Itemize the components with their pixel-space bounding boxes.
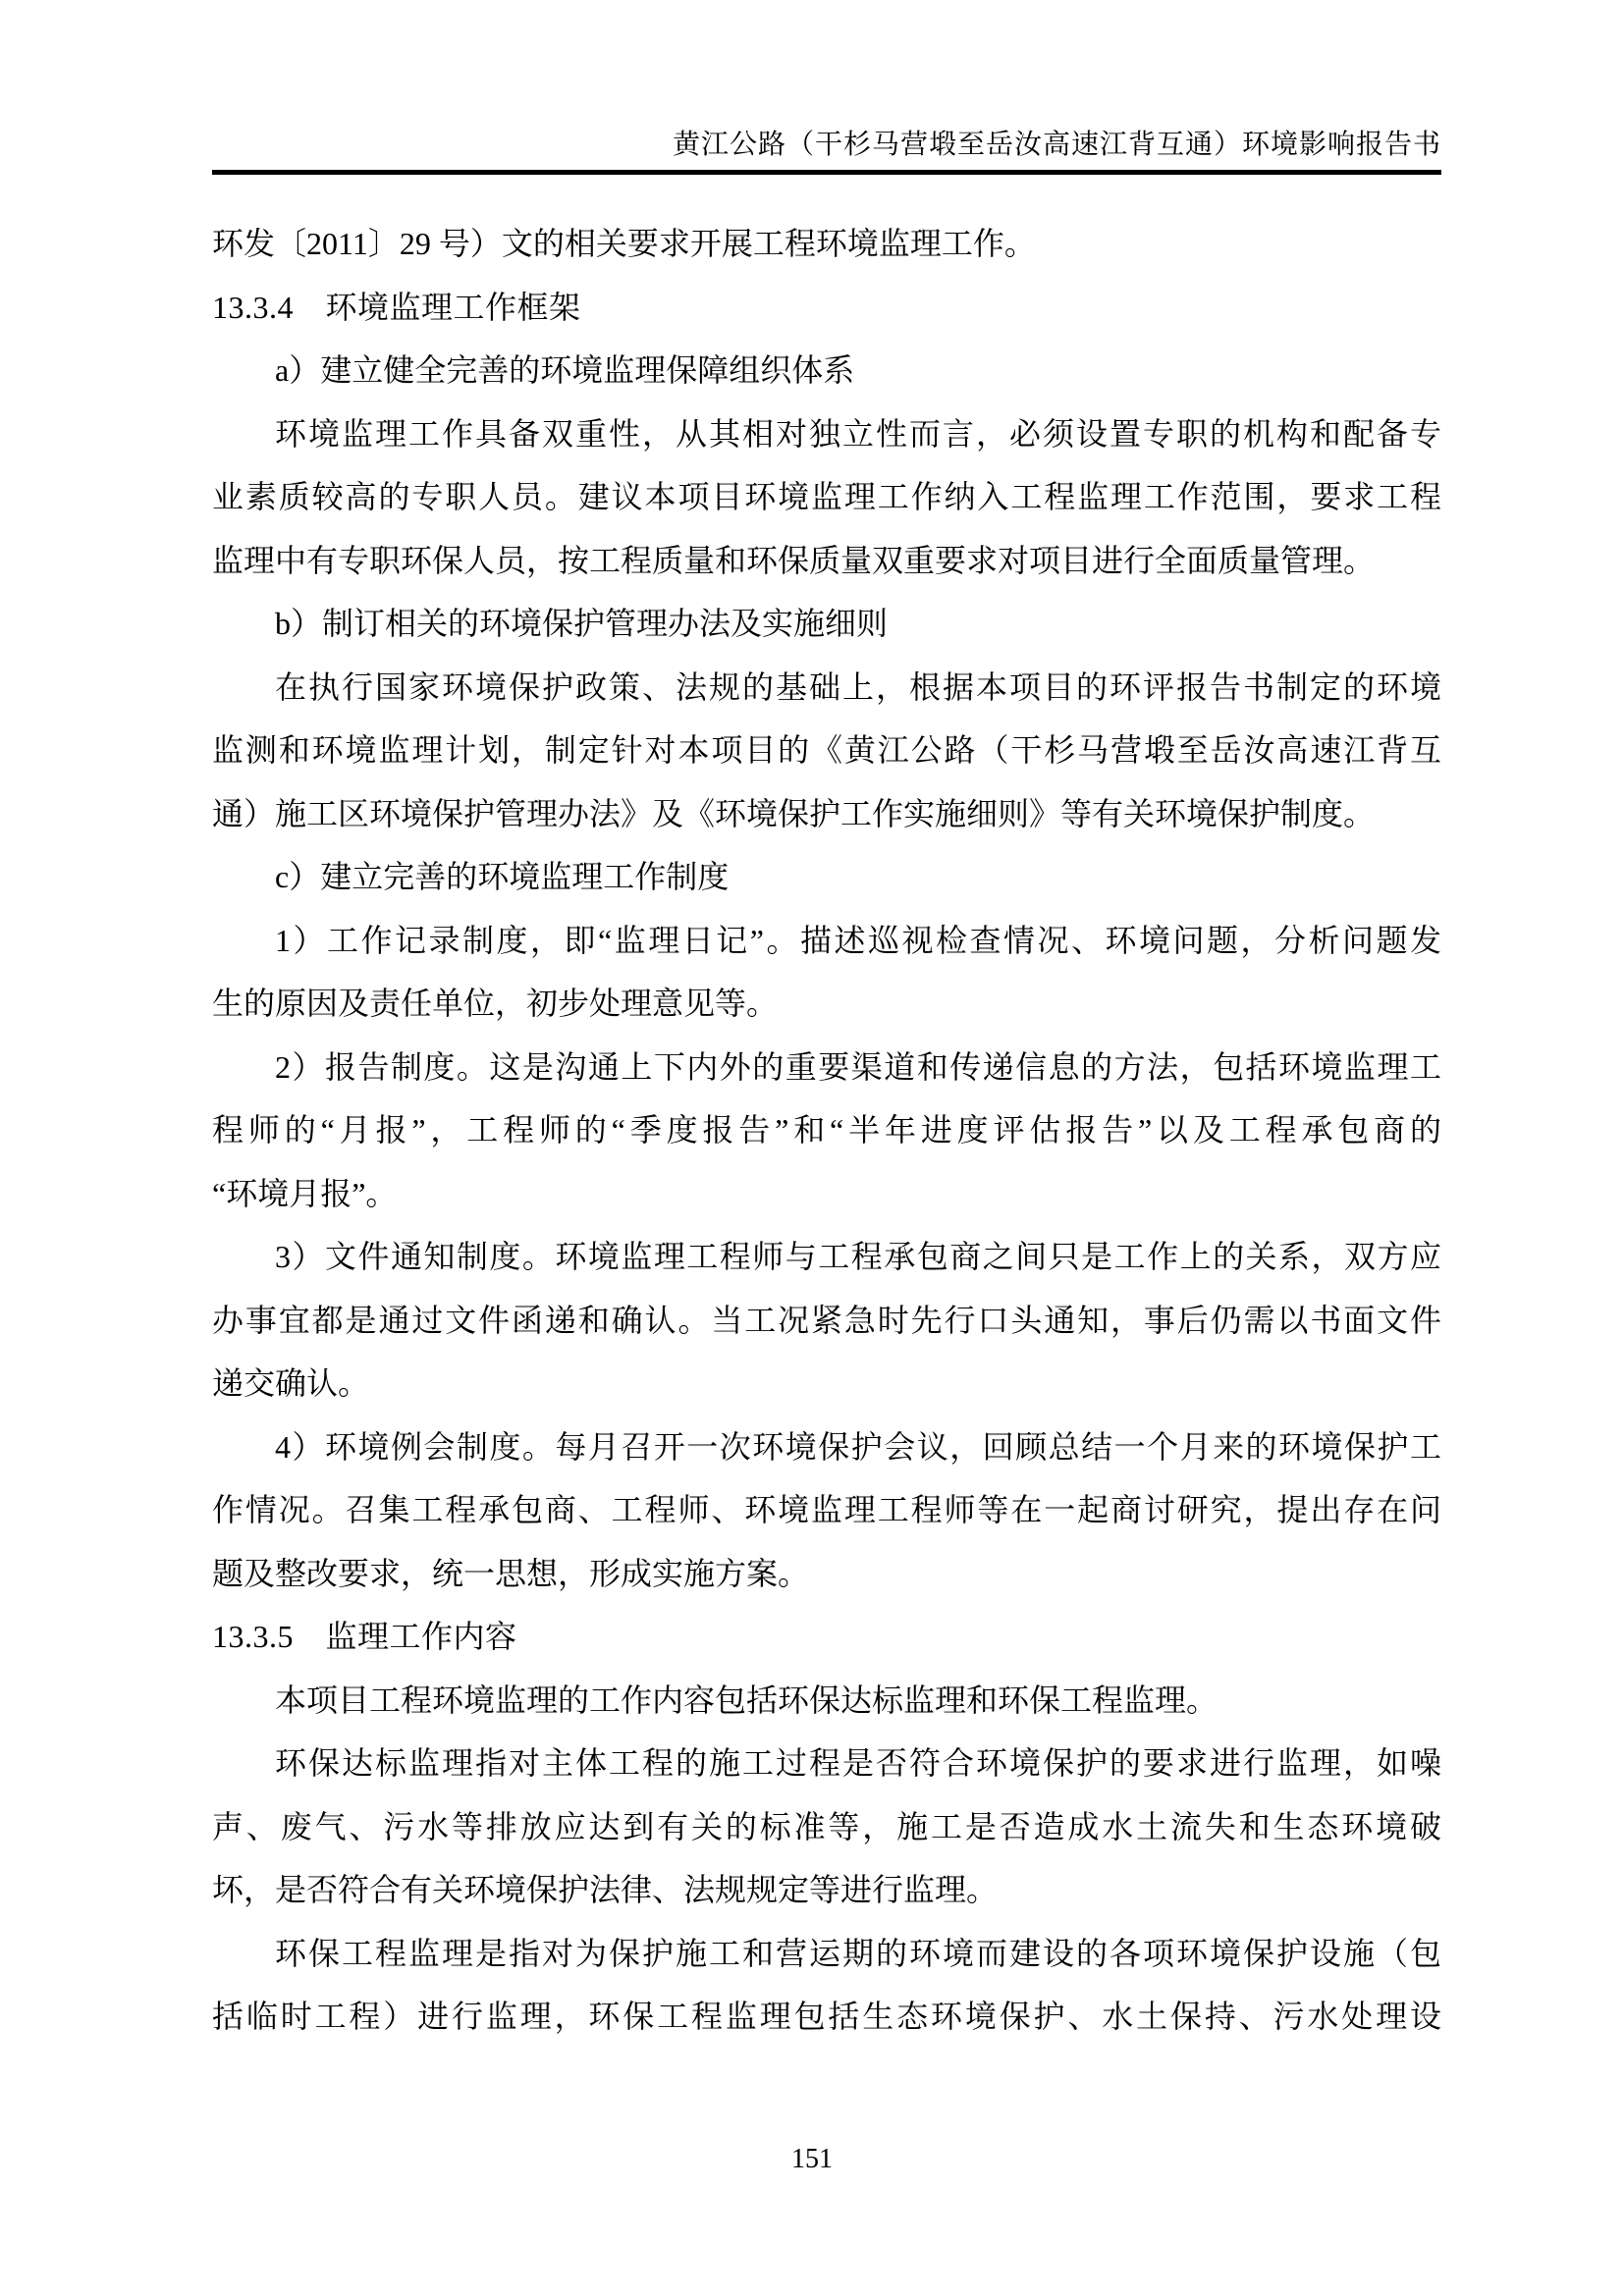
text-line: 环境监理工作具备双重性，从其相对独立性而言，必须设置专职的机构和配备专 xyxy=(275,415,1441,452)
text-line: 题及整改要求，统一思想，形成实施方案。 xyxy=(212,1555,810,1591)
page-number: 151 xyxy=(791,2144,833,2174)
text-line: a）建立健全完善的环境监理保障组织体系 xyxy=(275,352,855,388)
text-line: 4）环境例会制度。每月召开一次环境保护会议，回顾总结一个月来的环境保护工 xyxy=(275,1428,1441,1465)
page-header-title: 黄江公路（干杉马营塅至岳汝高速江背互通）环境影响报告书 xyxy=(672,130,1441,160)
section-heading: 13.3.5 监理工作内容 xyxy=(212,1619,517,1654)
text-line: “环境月报”。 xyxy=(212,1175,398,1211)
document-body xyxy=(212,212,1441,2049)
text-line: 环保达标监理指对主体工程的施工过程是否符合环境保护的要求进行监理，如噪 xyxy=(275,1745,1441,1781)
text-line: 业素质较高的专职人员。建议本项目环境监理工作纳入工程监理工作范围，要求工程 xyxy=(212,479,1441,514)
text-line: 监测和环境监理计划，制定针对本项目的《黄江公路（干杉马营塅至岳汝高速江背互 xyxy=(212,732,1441,768)
text-line: 办事宜都是通过文件函递和确认。当工况紧急时先行口头通知，事后仍需以书面文件 xyxy=(212,1302,1441,1338)
text-line: 本项目工程环境监理的工作内容包括环保达标监理和环保工程监理。 xyxy=(275,1682,1218,1718)
text-line: 作情况。召集工程承包商、工程师、环境监理工程师等在一起商讨研究，提出存在问 xyxy=(212,1492,1441,1527)
text-line: 声、废气、污水等排放应达到有关的标准等，施工是否造成水土流失和生态环境破 xyxy=(212,1808,1441,1844)
text-line: 坏，是否符合有关环境保护法律、法规规定等进行监理。 xyxy=(212,1872,999,1907)
text-line: 生的原因及责任单位，初步处理意见等。 xyxy=(212,986,779,1021)
text-line: 程师的“月报”，工程师的“季度报告”和“半年进度评估报告”以及工程承包商的 xyxy=(212,1112,1441,1148)
text-line: c）建立完善的环境监理工作制度 xyxy=(275,859,730,894)
text-line: 在执行国家环境保护政策、法规的基础上，根据本项目的环评报告书制定的环境 xyxy=(275,668,1441,705)
text-line: 2）报告制度。这是沟通上下内外的重要渠道和传递信息的方法，包括环境监理工 xyxy=(275,1048,1441,1085)
section-heading: 13.3.4 环境监理工作框架 xyxy=(212,289,581,325)
text-line: 3）文件通知制度。环境监理工程师与工程承包商之间只是工作上的关系，双方应 xyxy=(275,1239,1441,1274)
header-divider-rule xyxy=(212,170,1441,175)
text-line: 1）工作记录制度，即“监理日记”。描述巡视检查情况、环境问题，分析问题发 xyxy=(275,922,1441,958)
text-line: 环发〔2011〕29 号）文的相关要求开展工程环境监理工作。 xyxy=(212,226,1036,261)
text-line: 通）施工区环境保护管理办法》及《环境保护工作实施细则》等有关环境保护制度。 xyxy=(212,795,1376,831)
text-line: 递交确认。 xyxy=(212,1365,370,1401)
text-line: 环保工程监理是指对为保护施工和营运期的环境而建设的各项环境保护设施（包 xyxy=(275,1935,1441,1971)
text-line: b）制订相关的环境保护管理办法及实施细则 xyxy=(275,606,889,641)
text-line: 括临时工程）进行监理，环保工程监理包括生态环境保护、水土保持、污水处理设 xyxy=(212,1999,1441,2034)
text-line: 监理中有专职环保人员，按工程质量和环保质量双重要求对项目进行全面质量管理。 xyxy=(212,542,1376,578)
